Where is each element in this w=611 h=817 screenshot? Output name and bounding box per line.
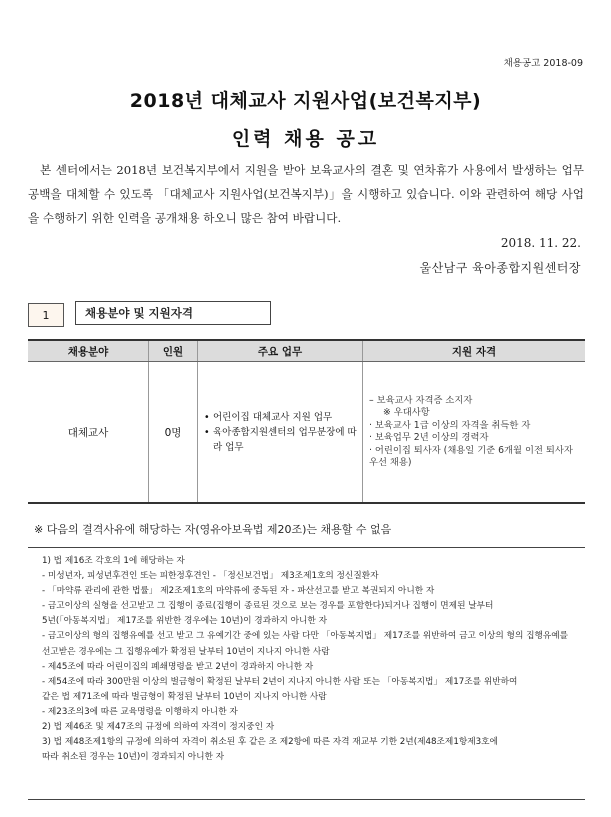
cell-duties	[198, 362, 363, 504]
header-field: 채용분야	[28, 340, 149, 362]
section-number: 1	[28, 303, 64, 327]
bullet-icon: •	[204, 411, 210, 423]
section-title: 채용분야 및 지원자격	[75, 301, 271, 325]
list-item: · 보육업무 2년 이상의 경력자	[369, 432, 489, 443]
list-item: · 어린이집 퇴사자 (채용일 기준 6개월 이전 퇴사자 우선 채용)	[369, 444, 573, 468]
list-item: 1) 법 제16조 각호의 1에 해당하는 자	[42, 556, 185, 566]
notice-number: 채용공고 2018-09	[503, 58, 583, 69]
cell-count: 0명	[149, 362, 198, 504]
disqualification-box	[28, 547, 585, 800]
list-item: 따라 취소된 경우는 10년)이 경과되지 아니한 자	[42, 752, 225, 763]
list-item	[204, 425, 358, 455]
preferred-title: ※ 우대사항	[383, 407, 430, 418]
header-duties: 주요 업무	[198, 340, 363, 362]
duty-text: 육아종합지원센터의 업무분장에 따라 업무	[213, 426, 357, 453]
duty-text: 어린이집 대체교사 지원 업무	[213, 411, 333, 423]
requirements-table	[28, 339, 585, 504]
list-item: - 제54조에 따라 300만원 이상의 벌금형이 확정된 날부터 2년이 지나지 아니한 사람 또는 「아동복지법」 제17조를 위반하여	[42, 676, 518, 687]
list-item: - 제23조의3에 따른 교육명령을 이행하지 아니한 자	[42, 706, 238, 717]
table-row	[28, 362, 585, 504]
page-title: 2018년 대체교사 지원사업(보건복지부)	[129, 90, 482, 112]
list-item: - 금고이상의 형의 집행유예를 선고 받고 그 유예기간 중에 있는 사람 다만 「아동복지법」 제17조를 위반하여 금고 이상의 형의 집행유예를	[42, 631, 569, 642]
cell-qualifications	[363, 362, 586, 504]
list-item	[204, 410, 358, 425]
list-item: 2) 법 제46조 및 제47조의 규정에 의하여 자격이 정지중인 자	[42, 722, 275, 733]
notice-date: 2018. 11. 22.	[500, 236, 581, 250]
intro-paragraph: 본 센터에서는 2018년 보건복지부에서 지원을 받아 보육교사의 결혼 및 연차휴가 사용에서 발생하는 업무 공백을 대체할 수 있도록 「대체교사 지원사업(보건복지부)」을 시행하고 있습니다. 이와 관련하여 해당 사업을 수행하기 위한 인력을 공개채용 하오니 많은 참여 바랍니다.	[28, 163, 584, 225]
header-count: 인원	[149, 340, 198, 362]
header-qualifications: 지원 자격	[363, 340, 586, 362]
list-item: 3) 법 제48조제1항의 규정에 의하여 자격이 취소된 후 같은 조 제2항에 따른 자격 재교부 기한 2년(제48조제1항제3호에	[42, 737, 498, 748]
qualification-main: – 보육교사 자격증 소지자	[369, 394, 473, 406]
page-subtitle: 인력 채용 공고	[231, 128, 380, 150]
list-item: - 미성년자, 피성년후견인 또는 피한정후견인 - 「정신보건법」 제3조제1호의 정신질환자	[42, 571, 379, 582]
list-item: - 금고이상의 실형을 선고받고 그 집행이 종료(집행이 종료된 것으로 보는 경우를 포함한다)되거나 집행이 면제된 날부터	[42, 601, 494, 612]
list-item: 5년(「아동복지법」 제17조를 위반한 경우에는 10년)이 경과하지 아니한 자	[42, 616, 327, 627]
list-item: 선고받은 경우에는 그 집행유예가 확정된 날부터 10년이 지나지 아니한 사람	[42, 646, 330, 657]
list-item: - 제45조에 따라 어린이집의 폐쇄명령을 받고 2년이 경과하지 아니한 자	[42, 661, 314, 672]
organization-name: 울산남구 육아종합지원센터장	[419, 261, 581, 275]
list-item: - 「마약류 관리에 관한 법률」 제2조제1호의 마약류에 중독된 자 - 파산선고를 받고 복권되지 아니한 자	[42, 586, 435, 597]
list-item: 같은 법 제71조에 따라 벌금형이 확정된 날부터 10년이 지나지 아니한 사람	[42, 691, 327, 702]
list-item: · 보육교사 1급 이상의 자격을 취득한 자	[369, 419, 531, 431]
bullet-icon: •	[204, 426, 210, 438]
exclusion-title: ※ 다음의 결격사유에 해당하는 자(영유아보육법 제20조)는 채용할 수 없음	[34, 523, 392, 536]
cell-field: 대체교사	[28, 362, 149, 504]
